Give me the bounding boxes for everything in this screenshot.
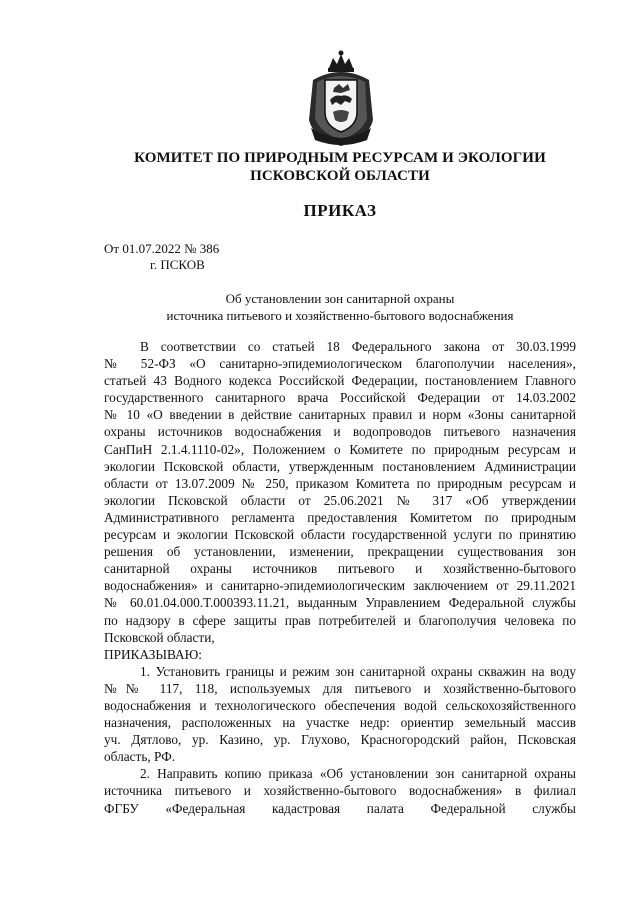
body-line: водоснабжения и технологического обеспечения водой сельскохозяйственного (104, 697, 576, 713)
body-line: № 60.01.04.000.Т.000393.11.21, выданным Управлением Федеральной службы (104, 595, 576, 611)
body-line: источника питьевого и хозяйственно-бытового водоснабжения» в филиал (104, 783, 576, 799)
body-line: Псковской области, (104, 629, 215, 645)
coat-of-arms-icon (303, 50, 379, 150)
body-line: водоснабжения» и санитарно-эпидемиологическим заключением от 29.11.2021 (104, 578, 576, 594)
body-line: охраны источников водоснабжения и водопроводов питьевого назначения (104, 424, 576, 440)
body-line: 1. Установить границы и режим зон санитарной охраны скважин на воду (140, 663, 576, 679)
body-line: экологии Псковской области, утвержденным постановлением Администрации (104, 458, 576, 474)
document-place: г. ПСКОВ (150, 257, 205, 272)
subject-line-2: источника питьевого и хозяйственно-бытового водоснабжения (166, 308, 514, 323)
document-date-number: От 01.07.2022 № 386 (104, 241, 220, 256)
body-line: уч. Дятлово, ур. Казино, ур. Глухово, Красногородский район, Псковская (104, 732, 576, 748)
order-word: ПРИКАЗЫВАЮ: (104, 646, 202, 662)
body-line: экологии Псковской области от 25.06.2021 № 317 «Об утверждении (104, 492, 576, 508)
body-line: № 10 «О введении в действие санитарных правил и норм «Зоны санитарной (104, 407, 576, 423)
body-line: области от 13.07.2009 № 250, приказом Комитета по природным ресурсам и (104, 475, 576, 491)
body-line: назначения, расположенных на участке недр: ориентир земельный массив (104, 715, 576, 731)
body-line: область, РФ. (104, 749, 176, 765)
subject-line-1: Об установлении зон санитарной охраны (225, 291, 455, 306)
body-line: № 52-ФЗ «О санитарно-эпидемиологическом благополучии населения», (104, 356, 576, 372)
body-line: 2. Направить копию приказа «Об установлении зон санитарной охраны (140, 766, 576, 782)
document-type-title: ПРИКАЗ (303, 201, 377, 220)
organization-name-line-2: ПСКОВСКОЙ ОБЛАСТИ (250, 168, 430, 184)
body-line: В соответствии со статьей 18 Федерального закона от 30.03.1999 (140, 339, 576, 354)
organization-name-line-1: КОМИТЕТ ПО ПРИРОДНЫМ РЕСУРСАМ И ЭКОЛОГИИ (134, 150, 546, 166)
body-line: санитарной охраны источников питьевого и хозяйственно-бытового (104, 561, 576, 577)
body-line: ресурсам и экологии Псковской области государственной услуги по принятию (104, 527, 576, 543)
body-line: по надзору в сфере защиты прав потребителей и благополучия человека по (104, 612, 576, 628)
body-line: статьей 43 Водного кодекса Российской Федерации, постановлением Главного (104, 373, 576, 389)
body-line: Административного регламента предоставления Комитетом по природным (104, 509, 576, 525)
body-line: ФГБУ «Федеральная кадастровая палата Федеральной службы (104, 800, 576, 816)
body-line: решения об установлении, изменении, прекращении существования зон (104, 544, 576, 560)
body-line: №№ 117, 118, используемых для питьевого и хозяйственно-бытового (104, 680, 576, 696)
body-line: СанПиН 2.1.4.1110-02», Положением о Комитете по природным ресурсам и (104, 441, 576, 457)
body-line: государственного санитарного врача Российской Федерации от 14.03.2002 (104, 390, 576, 406)
document-body (104, 338, 576, 817)
